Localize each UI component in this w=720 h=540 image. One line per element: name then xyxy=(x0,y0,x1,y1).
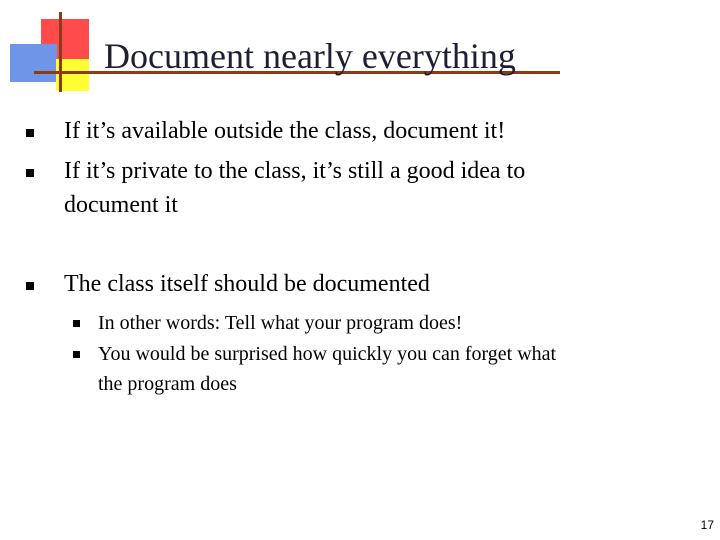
page-number: 17 xyxy=(700,518,714,532)
sub-bullet-text: In other words: Tell what your program does! xyxy=(98,312,463,334)
bullet-text: If it’s private to the class, it’s still a good idea to xyxy=(64,158,526,184)
square-sub-bullet-icon xyxy=(73,320,80,327)
bullet-text-continued: document it xyxy=(64,192,178,218)
sub-bullet-text-continued: the program does xyxy=(98,373,237,395)
square-bullet-icon xyxy=(26,169,34,177)
square-bullet-icon xyxy=(26,282,34,290)
slide-title: Document nearly everything xyxy=(104,36,516,76)
bullet-text: The class itself should be documented xyxy=(64,271,430,297)
bullet-text: If it’s available outside the class, document it! xyxy=(64,118,506,144)
logo-vertical-line xyxy=(59,12,62,92)
square-bullet-icon xyxy=(26,129,34,137)
square-sub-bullet-icon xyxy=(73,351,80,358)
sub-bullet-text: You would be surprised how quickly you can forget what xyxy=(98,343,557,365)
logo-blue-block xyxy=(10,44,57,82)
